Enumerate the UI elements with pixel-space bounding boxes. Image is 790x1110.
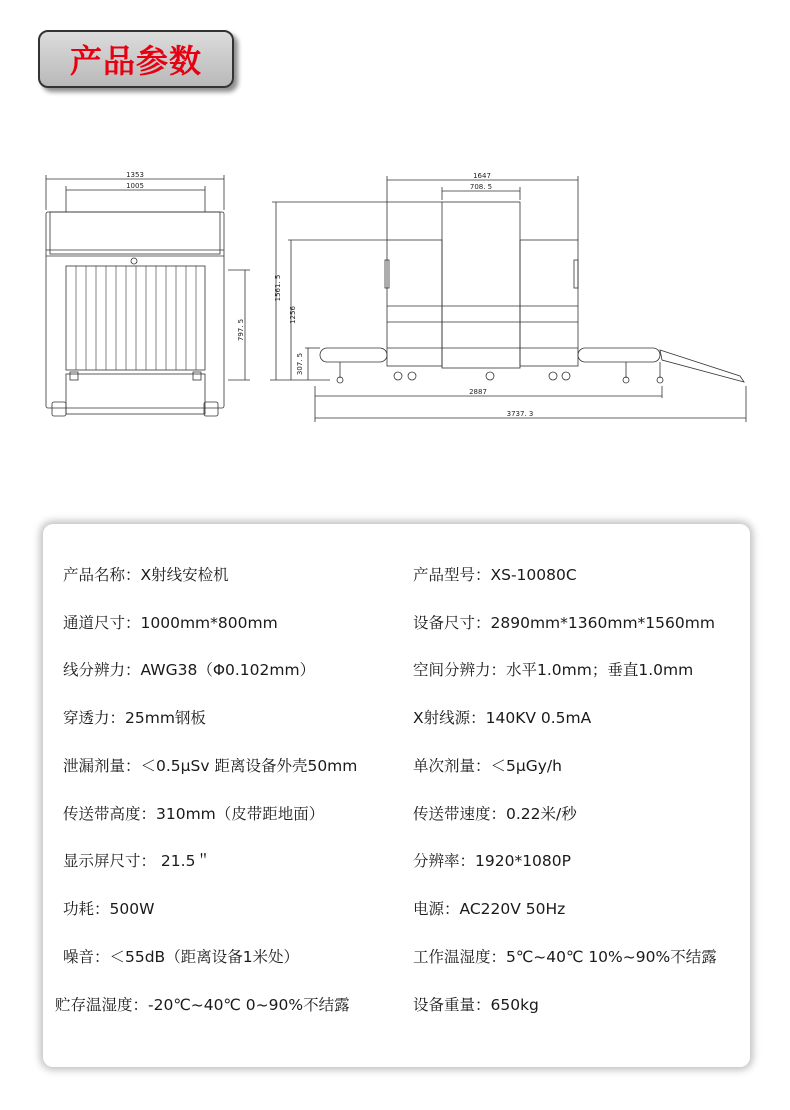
dim-front-tunnel-height: 797. 5 [237,318,245,342]
dim-front-width-outer: 1353 [126,171,144,179]
spec-resolution: 分辨率：1920*1080P [413,852,571,870]
section-title-badge [38,30,234,88]
dim-front-width-inner: 1005 [126,182,144,190]
spec-single-dose: 单次剂量：＜5μGy/h [413,757,562,775]
spec-operating-env: 工作温湿度：5℃~40℃ 10%~90%不结露 [413,948,717,966]
spec-belt-speed: 传送带速度：0.22米/秒 [413,805,577,823]
dim-side-length-total: 3737. 3 [506,410,534,418]
spec-storage-env: 贮存温湿度：-20℃~40℃ 0~90%不结露 [55,996,350,1014]
dim-side-belt-height: 307. 5 [296,352,304,376]
dimension-drawings [0,160,790,440]
dim-side-width-top-inner: 708. 5 [469,183,493,191]
spec-card [43,524,750,1067]
spec-belt-height: 传送带高度：310mm（皮带距地面） [63,805,325,823]
dim-side-height-total: 1561. 5 [274,274,282,302]
spec-penetration: 穿透力：25mm钢板 [63,709,206,727]
spec-device-size: 设备尺寸：2890mm*1360mm*1560mm [413,614,715,632]
spec-tunnel-size: 通道尺寸：1000mm*800mm [63,614,278,632]
front-view-drawing [46,171,250,416]
dim-side-length-body: 2887 [469,388,487,396]
dim-side-width-top: 1647 [473,172,491,180]
side-view-drawing [270,172,746,422]
spec-weight: 设备重量：650kg [413,996,539,1014]
spec-xray-source: X射线源：140KV 0.5mA [413,709,592,727]
section-title: 产品参数 [69,42,202,80]
spec-leakage-dose: 泄漏剂量：＜0.5μSv 距离设备外壳50mm [63,757,358,775]
spec-spatial-resolution: 空间分辨力：水平1.0mm；垂直1.0mm [413,661,694,679]
spec-power-consumption: 功耗：500W [63,900,155,918]
spec-noise: 噪音：＜55dB（距离设备1米处） [63,948,300,966]
spec-power-supply: 电源：AC220V 50Hz [413,900,566,918]
spec-model: 产品型号：XS-10080C [413,566,577,584]
spec-product-name: 产品名称：X射线安检机 [63,566,229,584]
dim-side-height-body: 1256 [289,306,297,324]
spec-wire-resolution: 线分辨力：AWG38（Φ0.102mm） [63,661,316,679]
spec-screen-size: 显示屏尺寸： 21.5＂ [63,852,211,870]
